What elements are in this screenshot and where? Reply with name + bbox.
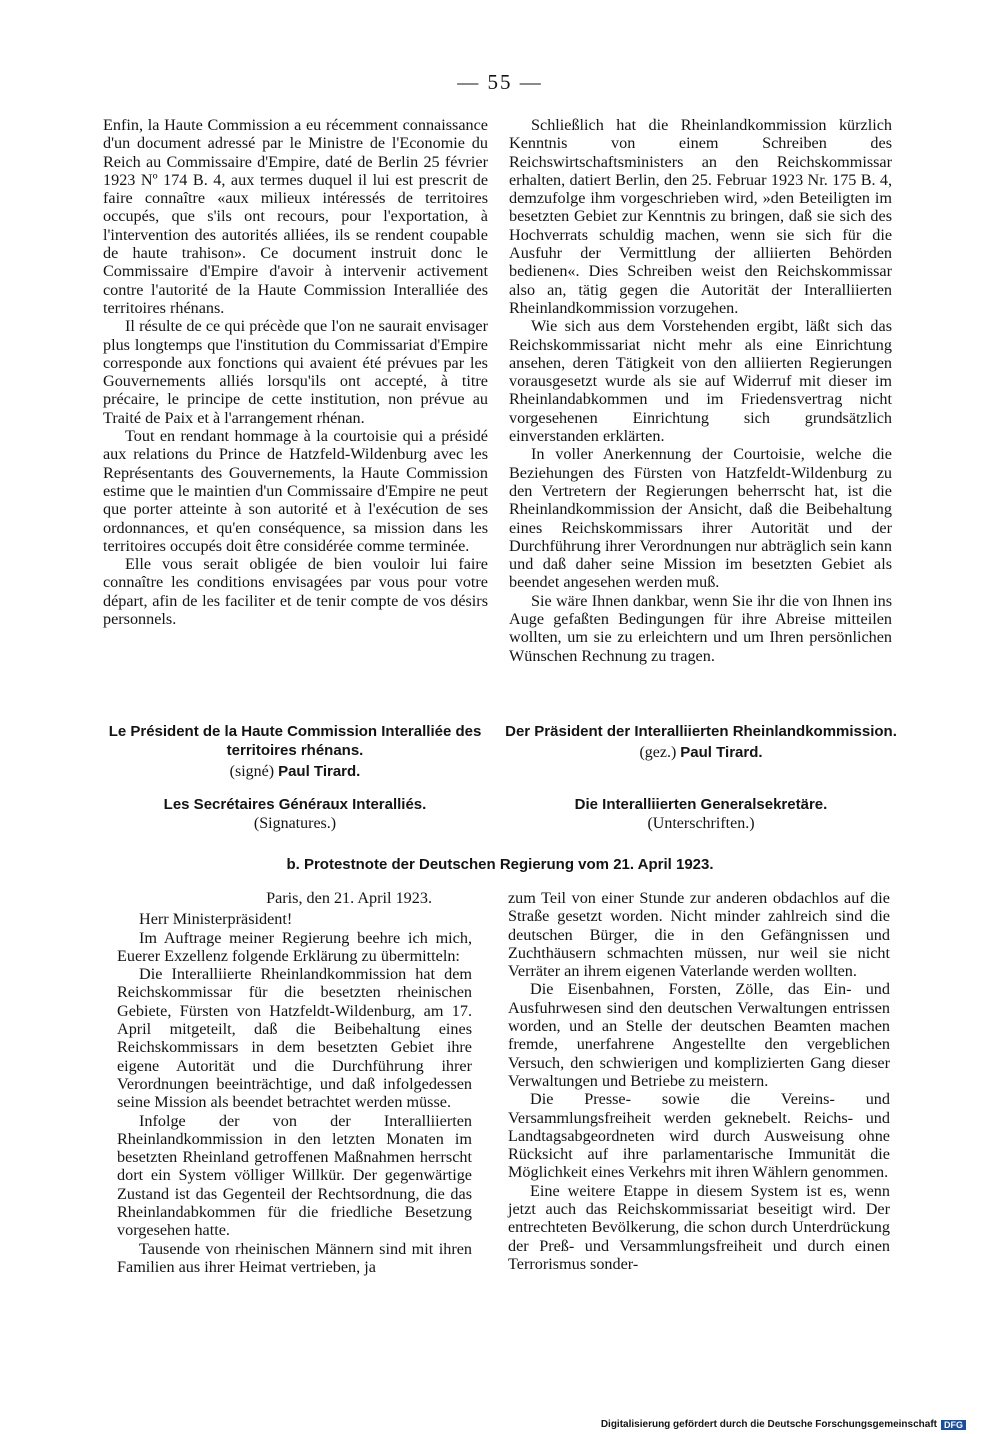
de-paragraph: Sie wäre Ihnen dankbar, wenn Sie ihr die von Ihnen ins Auge gefaßten Bedingungen für ihre Abreise mitteilen wollten, um sie zu erleichtern und um Ihren persönlichen Wünschen Rechnung zu tragen.	[509, 591, 892, 665]
dateline: Paris, den 21. April 1923.	[266, 889, 432, 907]
de-signatures-note: (Unterschriften.)	[647, 815, 755, 832]
de-signature-block	[505, 722, 897, 833]
digitization-footer	[601, 1419, 966, 1430]
de-paragraph: Schließlich hat die Rheinlandkommission kürzlich Kenntnis von einem Schreiben des Reichswirtschaftsministers an den Reichskommissar erhalten, datiert Berlin, den 25. Februar 1923 Nr. 175 B. 4, demzufolge ihm vorgeschrieben wird, »den Beteiligten im besetzten Gebiet zur Kenntnis zu bringen, daß sie sich des Hochverrats schuldig machen, wenn sie sich für die Ausfuhr der Vermittlung der alliierten Behörden bedienen«. Dies Schreiben weist den Reichskommissar also an, tätig gegen die Autorität der Interalliierten Rheinlandkommission vorzugehen.	[509, 116, 892, 317]
fr-signature-block	[100, 722, 490, 833]
letter-paragraph: Tausende von rheinischen Männern sind mit ihren Familien aus ihrer Heimat vertrieben, ja	[117, 1239, 472, 1276]
de-paragraph: In voller Anerkennung der Courtoisie, welche die Beziehungen des Fürsten von Hatzfeldt-Wildenburg zu den Vertretern der Regierungen beherrscht hat, ist die Rheinlandkommission der Ansicht, daß die Beibehaltung eines Reichskommissars ihrer Autorität und der Durchführung ihrer Verordnungen nur abträglich sein kann und daß daher seine Mission im besetzten Gebiet als beendet angesehen werden muß.	[509, 445, 892, 592]
german-column	[509, 116, 892, 665]
de-secretaries-title: Die Interalliierten Generalsekretäre.	[574, 796, 828, 813]
fr-paragraph: Tout en rendant hommage à la courtoisie qui a présidé aux relations du Prince de Hatzfeld-Wildenburg avec les Représentants des Gouvernements, la Haute Commission estime que le maintien d'un Commissaire d'Empire ne peut que porter atteinte à son autorité et à l'exécution de ses ordonnances, et qu'en conséquence, sa mission dans les territoires occupés doit être considérée comme terminée.	[103, 427, 488, 555]
fr-signed-label: (signé)	[229, 763, 275, 780]
letter-paragraph: Im Auftrage meiner Regierung beehre ich mich, Euerer Exzellenz folgende Erklärung zu übermitteln:	[117, 928, 472, 965]
de-signed-label: (gez.)	[639, 744, 677, 761]
section-heading: b. Protestnote der Deutschen Regierung vom 21. April 1923.	[286, 856, 714, 873]
salutation: Herr Ministerpräsident!	[139, 910, 293, 929]
fr-signatures-note: (Signatures.)	[253, 815, 337, 832]
lower-left-column	[117, 889, 472, 1276]
fr-signatory-name: Paul Tirard.	[278, 763, 361, 780]
lower-right-column	[508, 889, 890, 1273]
letter-paragraph: Die Eisenbahnen, Forsten, Zölle, das Ein- und Ausfuhrwesen sind den deutschen Verwaltungen entrissen worden, und an Stelle der deutschen Beamten machen fremde, unerfahrene Angestellte den vergeblichen Versuch, den schwierigen und komplizierten Gang dieser Verwaltungen und Betriebe zu meistern.	[508, 980, 890, 1090]
footer-text: Digitalisierung gefördert durch die Deutsche Forschungsgemeinschaft	[600, 1419, 937, 1430]
page-number: — 55 —	[457, 70, 543, 94]
de-signatory-name: Paul Tirard.	[680, 744, 763, 761]
french-column	[103, 116, 488, 628]
letter-paragraph: zum Teil von einer Stunde zur anderen obdachlos auf die Straße gesetzt worden. Nicht minder zahlreich sind die deutschen Bürger, die in den Gefängnissen und Zuchthäusern schmachten müssen, nur weil sie nicht Verräter an ihrem eigenen Vaterlande werden wollten.	[508, 889, 890, 981]
letter-paragraph: Die Presse- sowie die Vereins- und Versammlungsfreiheit werden geknebelt. Reichs- und Landtagsabgeordneten wird durch Ausweisung ohne Rücksicht auf ihre parlamentarische Immunität die Möglichkeit eines Verkehrs mit ihren Wählern genommen.	[508, 1090, 890, 1182]
letter-paragraph: Eine weitere Etappe in diesem System ist es, wenn jetzt auch das Reichskommissariat beseitigt wird. Der entrechteten Bevölkerung, die schon durch Unterdrückung der Preß- und Versammlungsfreiheit und durch einen Terrorismus sonder-	[508, 1181, 890, 1273]
fr-president-title: Le Président de la Haute Commission Interalliée des territoires rhénans.	[108, 723, 482, 759]
fr-paragraph: Enfin, la Haute Commission a eu récemment connaissance d'un document adressé par le Ministre de l'Economie du Reich au Commissaire d'Empire, daté de Berlin 25 février 1923 Nº 174 B. 4, aux termes duquel il lui est prescrit de faire connaître «aux milieux intéressés de territoires occupés, que s'ils ont recours, pour l'exportation, à l'intervention des autorités alliées, ils se rendent coupable de haute trahison». Ce document instruit donc le Commissaire d'Empire d'avoir à intervenir activement contre l'autorité de la Haute Commission Interalliée des territoires rhénans.	[103, 116, 488, 317]
fr-paragraph: Il résulte de ce qui précède que l'on ne saurait envisager plus longtemps que l'institution du Commissariat d'Empire corresponde aux fonctions qui avaient été prévues par les Gouvernements alliés lorsqu'ils ont accepté, à titre précaire, le principe de cette institution, non prévue au Traité de Paix et à l'arrangement rhénan.	[103, 317, 488, 427]
letter-paragraph: Infolge der von der Interalliierten Rheinlandkommission in den letzten Monaten im besetzten Rheinland getroffenen Maßnahmen herrscht dort ein System völliger Willkür. Der gegenwärtige Zustand ist das Gegenteil der Rechtsordnung, die das Rheinlandabkommen für die friedliche Besetzung vorgesehen hatte.	[117, 1111, 472, 1240]
fr-secretaries-title: Les Secrétaires Généraux Interalliés.	[163, 796, 427, 813]
fr-paragraph: Elle vous serait obligée de bien vouloir lui faire connaître les conditions envisagées par vous pour votre départ, afin de les faciliter et de tenir compte de vos désirs personnels.	[103, 555, 488, 629]
de-paragraph: Wie sich aus dem Vorstehenden ergibt, läßt sich das Reichskommissariat nicht mehr als eine Einrichtung ansehen, deren Tätigkeit von den alliierten Regierungen vorausgesetzt wurde als sie auf Widerruf mit dieser im Rheinlandabkommen und im Friedensvertrag nicht vorgesehenen Einrichtung sich grundsätzlich einverstanden erklärten.	[509, 317, 892, 446]
dfg-logo: DFG	[941, 1420, 966, 1430]
letter-paragraph: Die Interalliierte Rheinlandkommission hat dem Reichskommissar für die besetzten rheinischen Gebiete, Fürsten von Hatzfeldt-Wildenburg, am 17. April mitgeteilt, daß die Beibehaltung eines Reichskommissars in dem besetzten Gebiet ihre eigene Autorität und die Durchführung ihrer Verordnungen beeinträchtige, und daß infolgedessen seine Mission als beendet betrachtet werden müsse.	[117, 965, 472, 1112]
de-president-title: Der Präsident der Interalliierten Rheinlandkommission.	[505, 723, 897, 740]
